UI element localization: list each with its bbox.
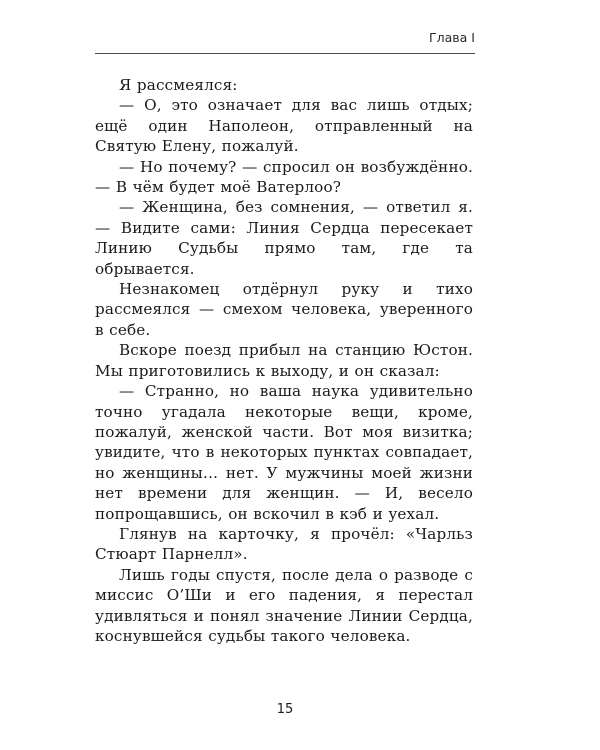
paragraph: — О, это означает для вас лишь отдых; ещё один Наполеон, отправленный на Святую Елену, пожалуй. xyxy=(95,96,473,156)
text-block xyxy=(95,75,473,646)
paragraph: Я рассмеялся: xyxy=(119,76,238,94)
paragraph: Вскоре поезд прибыл на станцию Юстон. Мы приготовились к выходу, и он сказал: xyxy=(95,341,473,380)
paragraph: Глянув на карточку, я прочёл: «Чарльз Стюарт Парнелл». xyxy=(95,524,473,564)
paragraph: — Но почему? — спросил он возбуждённо. — В чём будет моё Ватерлоо? xyxy=(95,157,473,197)
paragraph: — Странно, но ваша наука удивительно точно угадала некоторые вещи, кроме, пожалуй, женской части. Вот моя визитка; увидите, что в некоторых пунктах совпадает, но женщины… нет. У мужчины моей жизни нет времени для женщин. — И, весело попрощавшись, он вскочил в кэб и уехал. xyxy=(95,382,473,523)
paragraph: Лишь годы спустя, после дела о разводе с миссис О’Ши и его падения, я перестал удивляться и понял значение Линии Сердца, коснувшейся судьбы такого человека. xyxy=(95,565,473,645)
paragraph: Незнакомец отдёрнул руку и тихо рассмеялся — смехом человека, уверенного в себе. xyxy=(95,280,473,339)
paragraph: — Женщина, без сомнения, — ответил я. — Видите сами: Линия Сердца пересекает Линию Судьбы прямо там, где та обрывается. xyxy=(95,198,473,278)
page-number: 15 xyxy=(276,702,294,717)
running-head: Глава I xyxy=(429,30,475,45)
header-rule xyxy=(95,53,475,54)
